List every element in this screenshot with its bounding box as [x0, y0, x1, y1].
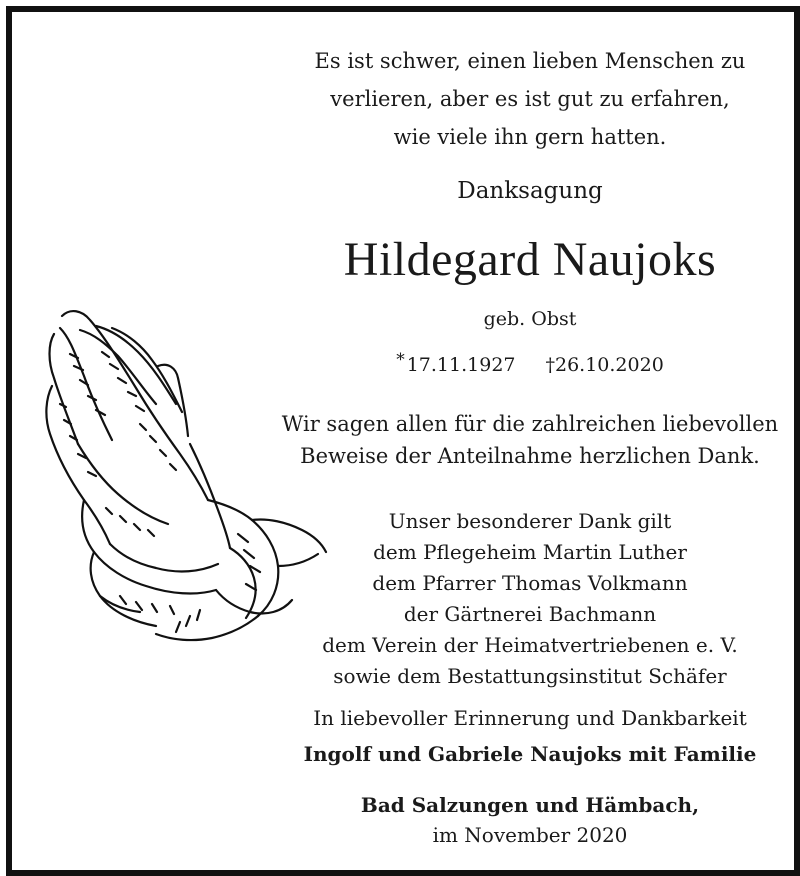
- thanks-line: Wir sagen allen für die zahlreichen liebevollen: [281, 412, 779, 436]
- obituary-notice: [6, 6, 800, 876]
- motto-line: Es ist schwer, einen lieben Menschen zu: [314, 49, 746, 73]
- motto-line: wie viele ihn gern hatten.: [393, 125, 667, 149]
- life-dates: [262, 350, 798, 376]
- death-symbol: †: [545, 354, 555, 376]
- birth-name: geb. Obst: [483, 308, 577, 330]
- death-date: 26.10.2020: [555, 354, 664, 376]
- motto-line: verlieren, aber es ist gut zu erfahren,: [330, 87, 730, 111]
- thanks-line: Beweise der Anteilnahme herzlichen Dank.: [300, 444, 760, 468]
- special-thanks-line: der Gärtnerei Bachmann: [403, 602, 657, 626]
- place: Bad Salzungen und Hämbach,: [360, 793, 700, 817]
- thanks-text: [262, 408, 798, 472]
- special-thanks-line: dem Pflegeheim Martin Luther: [373, 540, 687, 564]
- birth-symbol: *: [396, 350, 405, 370]
- motto-quote: [262, 42, 798, 156]
- birth-date: 17.11.1927: [406, 354, 516, 376]
- special-thanks-line: dem Pfarrer Thomas Volkmann: [372, 571, 688, 595]
- special-thanks-list: [262, 506, 798, 692]
- deceased-name: Hildegard Naujoks: [343, 233, 717, 286]
- date-line: im November 2020: [432, 823, 628, 847]
- special-thanks-line: Unser besonderer Dank gilt: [388, 509, 672, 533]
- special-thanks-line: sowie dem Bestattungsinstitut Schäfer: [333, 664, 727, 688]
- heading: Danksagung: [457, 178, 603, 204]
- special-thanks-line: dem Verein der Heimatvertriebenen e. V.: [322, 633, 738, 657]
- remembrance-line: In liebevoller Erinnerung und Dankbarkeit: [313, 706, 747, 730]
- signatories: Ingolf und Gabriele Naujoks mit Familie: [303, 742, 757, 766]
